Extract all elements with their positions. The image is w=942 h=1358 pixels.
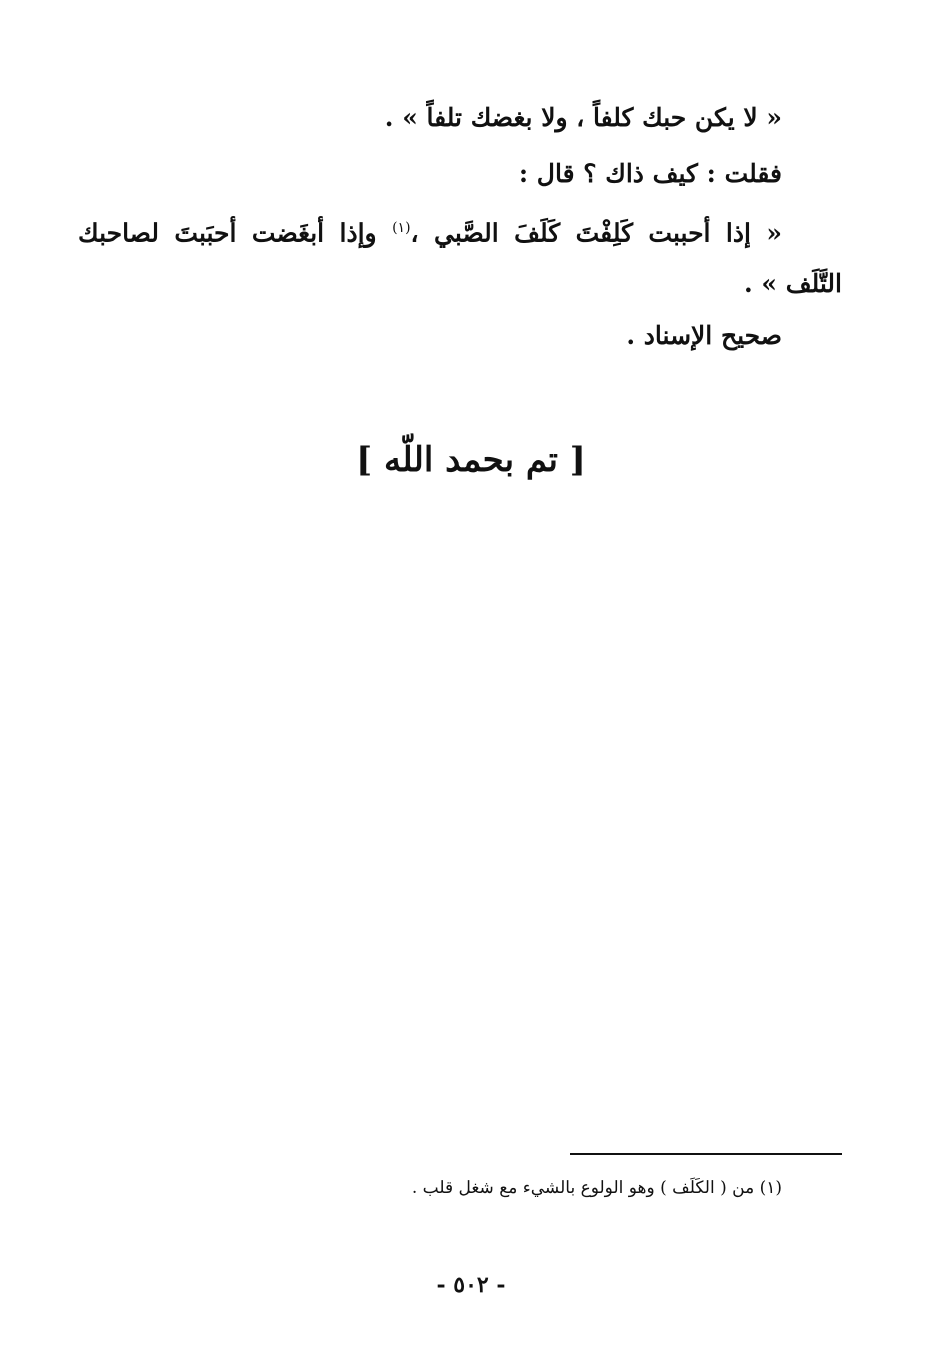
footnote-divider [570, 1153, 842, 1155]
body-line-3-end: وإذا أبغَضت أحبَبتَ لصاحبك [78, 218, 393, 248]
body-line-1: « لا يكن حبك كلفاً ، ولا بغضك تلفاً » . [384, 103, 782, 132]
footnote-reference: (١) [392, 220, 411, 236]
body-line-4: التَّلَف » . [744, 269, 842, 298]
body-line-3 [78, 212, 782, 249]
page-number: - ٥٠٢ - [436, 1272, 506, 1298]
body-line-3-start: « إذا أحببت كَلِفْتَ كَلَفَ الصَّبي ، [410, 218, 783, 248]
footnote: (١) من ( الكَلَف ) وهو الولوع بالشيء مع شغل قلب . [411, 1178, 782, 1198]
closing-formula: [ تم بحمد اللّه ] [356, 440, 586, 480]
body-line-2: فقلت : كيف ذاك ؟ قال : [518, 159, 782, 188]
isnad-grading: صحيح الإسناد . [626, 321, 782, 350]
